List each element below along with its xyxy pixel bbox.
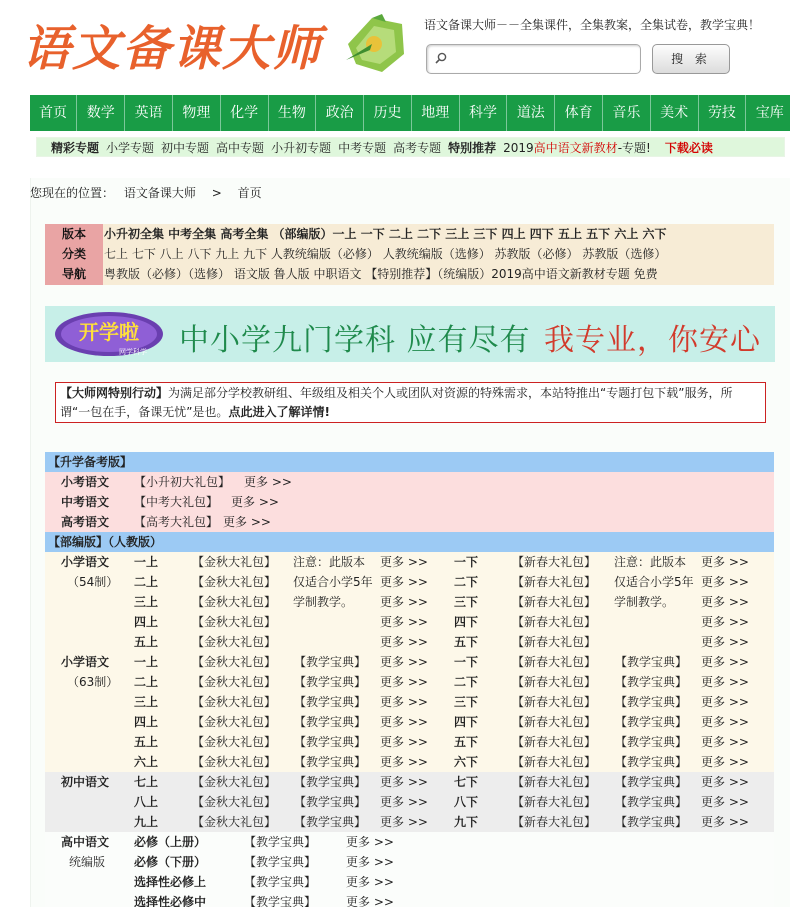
teach-pack-link[interactable]: 【教学宝典】 — [294, 775, 367, 789]
nav-item[interactable]: 物理 — [172, 95, 220, 131]
spring-pack-link[interactable]: 【新春大礼包】 — [512, 815, 597, 829]
table-row — [45, 732, 774, 752]
spring-pack-link[interactable]: 【新春大礼包】 — [512, 795, 597, 809]
grade-label[interactable]: 一下 — [454, 655, 479, 669]
search-button[interactable]: 搜 索 — [652, 44, 730, 74]
pack-link[interactable]: 【高考大礼包】 — [134, 515, 219, 529]
autumn-pack-link[interactable]: 【金秋大礼包】 — [192, 615, 277, 629]
grade-label[interactable]: 必修（下册） — [134, 855, 207, 869]
more-link[interactable]: 更多 >> — [701, 675, 749, 689]
spring-pack-link[interactable]: 【新春大礼包】 — [512, 555, 597, 569]
grade-label[interactable]: 三下 — [454, 695, 479, 709]
autumn-pack-link[interactable]: 【金秋大礼包】 — [192, 555, 277, 569]
recommend-label: 特别推荐 — [448, 140, 497, 155]
teach-pack-link[interactable]: 【教学宝典】 — [615, 695, 688, 709]
nav-item[interactable]: 宝库 — [745, 95, 793, 131]
breadcrumb-link[interactable]: 语文备课大师 — [123, 186, 196, 200]
more-link[interactable]: 更多 >> — [380, 695, 428, 709]
nav-item[interactable]: 地理 — [411, 95, 459, 131]
grade-label[interactable]: 四下 — [454, 615, 479, 629]
banner-text: 中小学九门学科 应有尽有 — [179, 323, 531, 358]
teach-pack-link[interactable]: 【教学宝典】 — [615, 735, 688, 749]
grade-label[interactable]: 二下 — [454, 575, 479, 589]
spring-pack-link[interactable]: 【新春大礼包】 — [512, 635, 597, 649]
more-link[interactable]: 更多 >> — [380, 655, 428, 669]
table-row — [45, 752, 774, 772]
nav-item[interactable]: 音乐 — [602, 95, 650, 131]
table-row — [45, 552, 774, 572]
autumn-pack-link[interactable]: 【金秋大礼包】 — [192, 795, 277, 809]
nav-item[interactable]: 美术 — [650, 95, 698, 131]
row-subject-sub: （54制） — [67, 575, 119, 589]
more-link[interactable]: 更多 >> — [701, 575, 749, 589]
topic-link[interactable]: 高中专题 — [216, 140, 265, 155]
more-link[interactable]: 更多 >> — [701, 695, 749, 709]
spring-pack-link[interactable]: 【新春大礼包】 — [512, 735, 597, 749]
more-link[interactable]: 更多 >> — [380, 595, 428, 609]
teach-pack-link[interactable]: 【教学宝典】 — [615, 795, 688, 809]
grade-label[interactable]: 四上 — [134, 615, 159, 629]
pack-link[interactable]: 【中考大礼包】 — [134, 495, 219, 509]
autumn-pack-link[interactable]: 【金秋大礼包】 — [192, 715, 277, 729]
note-text: 仅适合小学5年 — [293, 575, 373, 589]
teach-pack-link[interactable]: 【教学宝典】 — [244, 855, 317, 869]
autumn-pack-link[interactable]: 【金秋大礼包】 — [192, 575, 277, 589]
grade-label[interactable]: 四上 — [134, 715, 159, 729]
breadcrumb — [30, 184, 790, 201]
table-row — [45, 772, 774, 792]
topic-link[interactable]: 小学专题 — [106, 140, 155, 155]
teach-pack-link[interactable]: 【教学宝典】 — [294, 675, 367, 689]
site-logo-text[interactable]: 语文备课大师 — [22, 21, 323, 77]
breadcrumb-current: 首页 — [237, 186, 262, 200]
search-icon — [435, 52, 447, 64]
nav-item[interactable]: 首页 — [39, 105, 67, 121]
row-subject: 小学语文 — [61, 655, 110, 669]
nav-item[interactable]: 化学 — [220, 95, 268, 131]
topic-link[interactable]: 小升初专题 — [271, 140, 332, 155]
grade-label[interactable]: 五下 — [454, 635, 479, 649]
recommend-link[interactable] — [503, 139, 651, 156]
more-link[interactable]: 更多 >> — [380, 555, 428, 569]
grade-label[interactable]: 九上 — [134, 815, 159, 829]
download-guide-link[interactable]: 下载必读 — [664, 140, 713, 155]
teach-pack-link[interactable]: 【教学宝典】 — [244, 835, 317, 849]
spring-pack-link[interactable]: 【新春大礼包】 — [512, 655, 597, 669]
notice-body: 为满足部分学校教研组、年级组及相关个人或团队对资源的特殊需求，本站特推出“专题打包下载”服务，所谓“一包在手，备课无忧”是也。 — [60, 386, 733, 419]
note-text: 注意：此版本 — [293, 555, 366, 569]
promo-banner[interactable] — [45, 306, 775, 362]
spring-pack-link[interactable]: 【新春大礼包】 — [512, 715, 597, 729]
autumn-pack-link[interactable]: 【金秋大礼包】 — [192, 735, 277, 749]
table-row — [45, 652, 774, 672]
leaf-logo-icon — [342, 14, 410, 74]
pack-link[interactable]: 【小升初大礼包】 — [134, 475, 231, 489]
row-subject-sub: （63制） — [67, 675, 119, 689]
grade-label[interactable]: 必修（上册） — [134, 835, 207, 849]
teach-pack-link[interactable]: 【教学宝典】 — [294, 795, 367, 809]
grade-label[interactable]: 七下 — [454, 775, 479, 789]
nav-item[interactable]: 生物 — [268, 95, 316, 131]
section-header-bubian: 【部编版】（人教版） — [45, 532, 774, 552]
more-link[interactable]: 更多 >> — [701, 615, 749, 629]
row-subject: 中考语文 — [61, 495, 110, 509]
more-link[interactable]: 更多 >> — [380, 735, 428, 749]
more-link[interactable]: 更多 >> — [701, 715, 749, 729]
grade-label[interactable]: 一上 — [134, 655, 159, 669]
table-row — [45, 872, 774, 892]
more-link[interactable]: 更多 >> — [346, 895, 394, 907]
grade-label[interactable]: 二下 — [454, 675, 479, 689]
more-link[interactable]: 更多 >> — [380, 675, 428, 689]
teach-pack-link[interactable]: 【教学宝典】 — [294, 655, 367, 669]
version-nav-label-line: 版本 — [61, 227, 86, 241]
note-text: 学制教学。 — [293, 595, 354, 609]
version-line[interactable]: 小升初全集 中考全集 高考全集 （部编版）一上 一下 二上 二下 三上 三下 四上 四下 五上 五下 六上 六下 — [104, 227, 667, 241]
more-link[interactable]: 更多 >> — [231, 495, 279, 509]
version-nav-links[interactable] — [104, 224, 774, 284]
more-link[interactable]: 更多 >> — [701, 735, 749, 749]
breadcrumb-separator: > — [211, 186, 222, 200]
recommend-year: 2019 — [503, 140, 534, 155]
grade-label[interactable]: 七上 — [134, 775, 159, 789]
row-subject-sub: 统编版 — [69, 855, 106, 869]
notice-link[interactable]: 点此进入了解详情! — [228, 405, 330, 419]
topic-link[interactable]: 初中专题 — [161, 140, 210, 155]
more-link[interactable]: 更多 >> — [380, 815, 428, 829]
teach-pack-link[interactable]: 【教学宝典】 — [615, 655, 688, 669]
school-start-badge-icon — [53, 309, 171, 359]
more-link[interactable]: 更多 >> — [701, 755, 749, 769]
table-row — [45, 512, 774, 532]
search-box[interactable] — [426, 44, 641, 74]
nav-item[interactable]: 英语 — [124, 95, 172, 131]
teach-pack-link[interactable]: 【教学宝典】 — [244, 895, 317, 907]
table-row — [45, 852, 774, 872]
teach-pack-link[interactable]: 【教学宝典】 — [294, 815, 367, 829]
teach-pack-link[interactable]: 【教学宝典】 — [615, 675, 688, 689]
autumn-pack-link[interactable]: 【金秋大礼包】 — [192, 675, 277, 689]
more-link[interactable]: 更多 >> — [380, 795, 428, 809]
recommend-tail: -专题! — [617, 140, 651, 155]
recommend-text: 高中语文新教材 — [533, 140, 618, 155]
section-header-exam: 【升学备考版】 — [45, 452, 774, 472]
grade-label[interactable]: 一下 — [454, 555, 479, 569]
autumn-pack-link[interactable]: 【金秋大礼包】 — [192, 655, 277, 669]
notice-title: 【大师网特别行动】 — [60, 386, 169, 400]
more-link[interactable]: 更多 >> — [701, 655, 749, 669]
more-link[interactable]: 更多 >> — [346, 835, 394, 849]
grade-label[interactable]: 选择性必修中 — [134, 895, 207, 907]
row-subject: 高考语文 — [61, 515, 110, 529]
spring-pack-link[interactable]: 【新春大礼包】 — [512, 615, 597, 629]
more-link[interactable]: 更多 >> — [380, 635, 428, 649]
more-link[interactable]: 更多 >> — [244, 475, 292, 489]
teach-pack-link[interactable]: 【教学宝典】 — [615, 815, 688, 829]
more-link[interactable]: 更多 >> — [223, 515, 271, 529]
topic-link[interactable]: 中考专题 — [338, 140, 387, 155]
version-nav-label-line: 分类 — [61, 247, 86, 261]
teach-pack-link[interactable]: 【教学宝典】 — [615, 715, 688, 729]
grade-label[interactable]: 八下 — [454, 795, 479, 809]
more-link[interactable]: 更多 >> — [701, 815, 749, 829]
autumn-pack-link[interactable]: 【金秋大礼包】 — [192, 775, 277, 789]
topic-bar — [36, 137, 785, 157]
banner-text-accent: 我专业，你安心 — [544, 323, 761, 358]
note-text: 仅适合小学5年 — [614, 575, 694, 589]
table-row — [45, 492, 774, 512]
more-link[interactable]: 更多 >> — [346, 855, 394, 869]
table-row — [45, 672, 774, 692]
grade-label[interactable]: 三下 — [454, 595, 479, 609]
nav-item[interactable]: 道法 — [506, 95, 554, 131]
grade-label[interactable]: 二上 — [134, 575, 159, 589]
more-link[interactable]: 更多 >> — [380, 615, 428, 629]
note-text: 学制教学。 — [614, 595, 675, 609]
version-line[interactable]: 粤教版（必修）（选修） 语文版 鲁人版 中职语文 【特别推荐】（统编版）2019高中语文新教材专题 免费 — [104, 267, 658, 281]
more-link[interactable]: 更多 >> — [701, 795, 749, 809]
location-label: 您现在的位置： — [30, 186, 115, 200]
table-row — [45, 692, 774, 712]
more-link[interactable]: 更多 >> — [701, 635, 749, 649]
spring-pack-link[interactable]: 【新春大礼包】 — [512, 575, 597, 589]
badge-subtext: 网学科学 — [119, 348, 147, 356]
grade-label[interactable]: 四下 — [454, 715, 479, 729]
search-input[interactable] — [455, 50, 635, 68]
grade-label[interactable]: 五下 — [454, 735, 479, 749]
more-link[interactable]: 更多 >> — [380, 755, 428, 769]
teach-pack-link[interactable]: 【教学宝典】 — [615, 775, 688, 789]
more-link[interactable]: 更多 >> — [701, 595, 749, 609]
autumn-pack-link[interactable]: 【金秋大礼包】 — [192, 815, 277, 829]
more-link[interactable]: 更多 >> — [380, 575, 428, 589]
main-nav — [30, 95, 790, 131]
autumn-pack-link[interactable]: 【金秋大礼包】 — [192, 695, 277, 709]
nav-item[interactable]: 科学 — [459, 95, 507, 131]
site-slogan: 语文备课大师－－全集课件，全集教案，全集试卷，教学宝典！ — [424, 18, 761, 32]
spring-pack-link[interactable]: 【新春大礼包】 — [512, 695, 597, 709]
table-row — [45, 812, 774, 832]
more-link[interactable]: 更多 >> — [380, 715, 428, 729]
badge-text: 开学啦 — [79, 320, 139, 344]
table-row — [45, 712, 774, 732]
grade-label[interactable]: 六上 — [134, 755, 159, 769]
table-row — [45, 612, 774, 632]
grade-label[interactable]: 二上 — [134, 675, 159, 689]
table-row — [45, 472, 774, 492]
table-row — [45, 792, 774, 812]
version-nav — [45, 224, 774, 285]
grade-label[interactable]: 五上 — [134, 735, 159, 749]
autumn-pack-link[interactable]: 【金秋大礼包】 — [192, 755, 277, 769]
grade-label[interactable]: 八上 — [134, 795, 159, 809]
more-link[interactable]: 更多 >> — [380, 775, 428, 789]
autumn-pack-link[interactable]: 【金秋大礼包】 — [192, 635, 277, 649]
grade-label[interactable]: 一上 — [134, 555, 159, 569]
note-text: 注意：此版本 — [614, 555, 687, 569]
grade-label[interactable]: 三上 — [134, 695, 159, 709]
table-row — [45, 592, 774, 612]
table-row — [45, 832, 774, 852]
teach-pack-link[interactable]: 【教学宝典】 — [294, 735, 367, 749]
grade-label[interactable]: 选择性必修上 — [134, 875, 207, 889]
more-link[interactable]: 更多 >> — [701, 555, 749, 569]
autumn-pack-link[interactable]: 【金秋大礼包】 — [192, 595, 277, 609]
more-link[interactable]: 更多 >> — [701, 775, 749, 789]
grade-label[interactable]: 九下 — [454, 815, 479, 829]
grade-label[interactable]: 五上 — [134, 635, 159, 649]
more-link[interactable]: 更多 >> — [346, 875, 394, 889]
nav-item[interactable]: 政治 — [315, 95, 363, 131]
table-row — [45, 572, 774, 592]
table-row — [45, 892, 774, 907]
grade-label[interactable]: 六下 — [454, 755, 479, 769]
version-nav-label — [45, 224, 103, 285]
teach-pack-link[interactable]: 【教学宝典】 — [615, 755, 688, 769]
spring-pack-link[interactable]: 【新春大礼包】 — [512, 675, 597, 689]
row-subject: 小学语文 — [61, 555, 110, 569]
nav-item[interactable]: 历史 — [363, 95, 411, 131]
topic-label: 精彩专题 — [51, 140, 100, 155]
teach-pack-link[interactable]: 【教学宝典】 — [244, 875, 317, 889]
row-subject: 高中语文 — [61, 835, 110, 849]
version-line[interactable]: 七上 七下 八上 八下 九上 九下 人教统编版（必修） 人教统编版（选修） 苏教版（必修） 苏教版（选修） — [104, 247, 667, 261]
spring-pack-link[interactable]: 【新春大礼包】 — [512, 595, 597, 609]
nav-item[interactable]: 体育 — [554, 95, 602, 131]
row-subject: 小考语文 — [61, 475, 110, 489]
version-nav-label-line: 导航 — [61, 267, 86, 281]
nav-item[interactable]: 数学 — [76, 95, 124, 131]
grade-label[interactable]: 三上 — [134, 595, 159, 609]
teach-pack-link[interactable]: 【教学宝典】 — [294, 755, 367, 769]
special-action-notice — [55, 382, 766, 423]
topic-link[interactable]: 高考专题 — [393, 140, 442, 155]
teach-pack-link[interactable]: 【教学宝典】 — [294, 715, 367, 729]
table-row — [45, 632, 774, 652]
row-subject: 初中语文 — [61, 775, 110, 789]
spring-pack-link[interactable]: 【新春大礼包】 — [512, 755, 597, 769]
nav-item[interactable]: 劳技 — [698, 95, 746, 131]
teach-pack-link[interactable]: 【教学宝典】 — [294, 695, 367, 709]
spring-pack-link[interactable]: 【新春大礼包】 — [512, 775, 597, 789]
